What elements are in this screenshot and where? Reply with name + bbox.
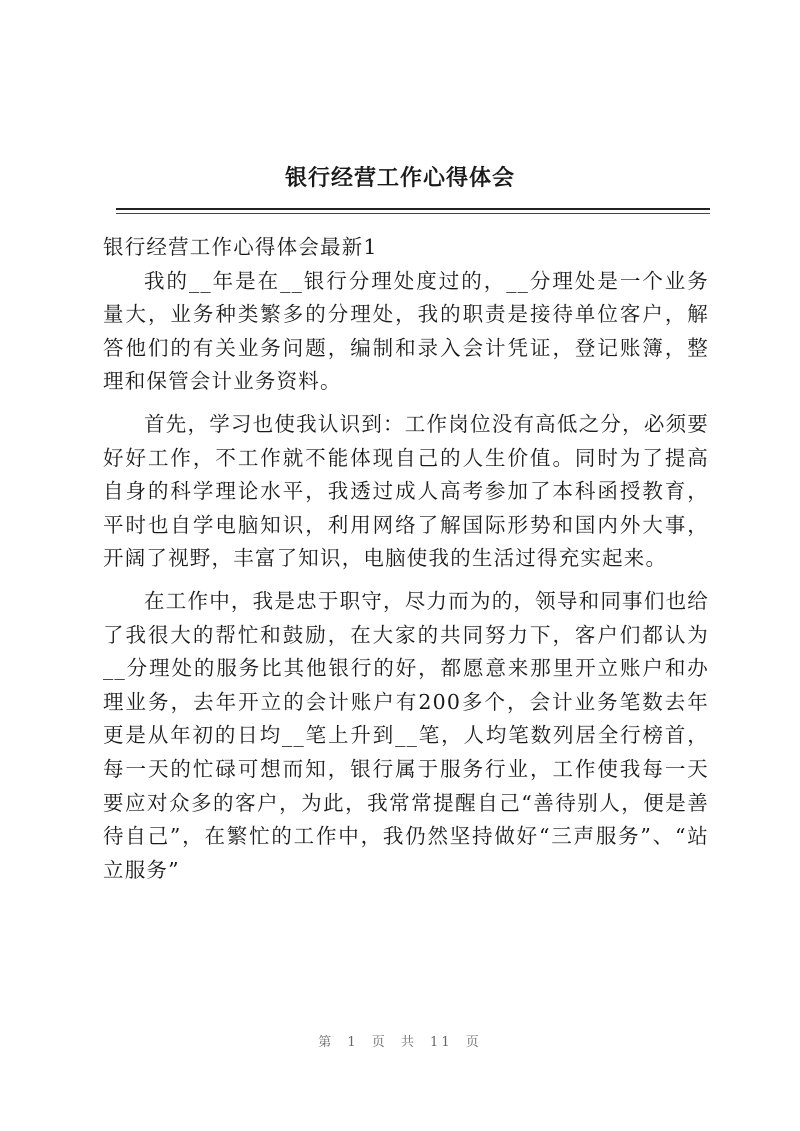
paragraph-2: 首先，学习也使我认识到：工作岗位没有高低之分，必须要好好工作，不工作就不能体现自己的人生价值。同时为了提高自身的科学理论水平，我透过成人高考参加了本科函授教育，平时也自学电脑知识，利用网络了解国际形势和国内外大事，开阔了视野，丰富了知识，电脑使我的生活过得充实起来。 xyxy=(103,411,709,571)
page-number-footer: 第 1 页 共 11 页 xyxy=(318,1035,482,1050)
paragraph-1: 我的__年是在__银行分理处度过的，__分理处是一个业务量大，业务种类繁多的分理处，我的职责是接待单位客户，解答他们的有关业务问题，编制和录入会计凭证，登记账簿，整理和保管会计业务资料。 xyxy=(103,268,709,394)
page-title: 银行经营工作心得体会 xyxy=(284,165,515,191)
section-heading: 银行经营工作心得体会最新1 xyxy=(103,235,378,259)
document-body xyxy=(103,231,709,887)
title-divider xyxy=(116,208,710,210)
paragraph-3: 在工作中，我是忠于职守，尽力而为的，领导和同事们也给了我很大的帮忙和鼓励，在大家的共同努力下，客户们都认为__分理处的服务比其他银行的好，都愿意来那里开立账户和办理业务，去年开立的会计账户有200多个，会计业务笔数去年更是从年初的日均__笔上升到__笔，人均笔数列居全行榜首，每一天的忙碌可想而知，银行属于服务行业，工作使我每一天要应对众多的客户，为此，我常常提醒自己“善待别人，便是善待自己”，在繁忙的工作中，我仍然坚持做好“三声服务”、“站立服务” xyxy=(103,588,709,882)
title-divider-thin xyxy=(116,213,710,214)
